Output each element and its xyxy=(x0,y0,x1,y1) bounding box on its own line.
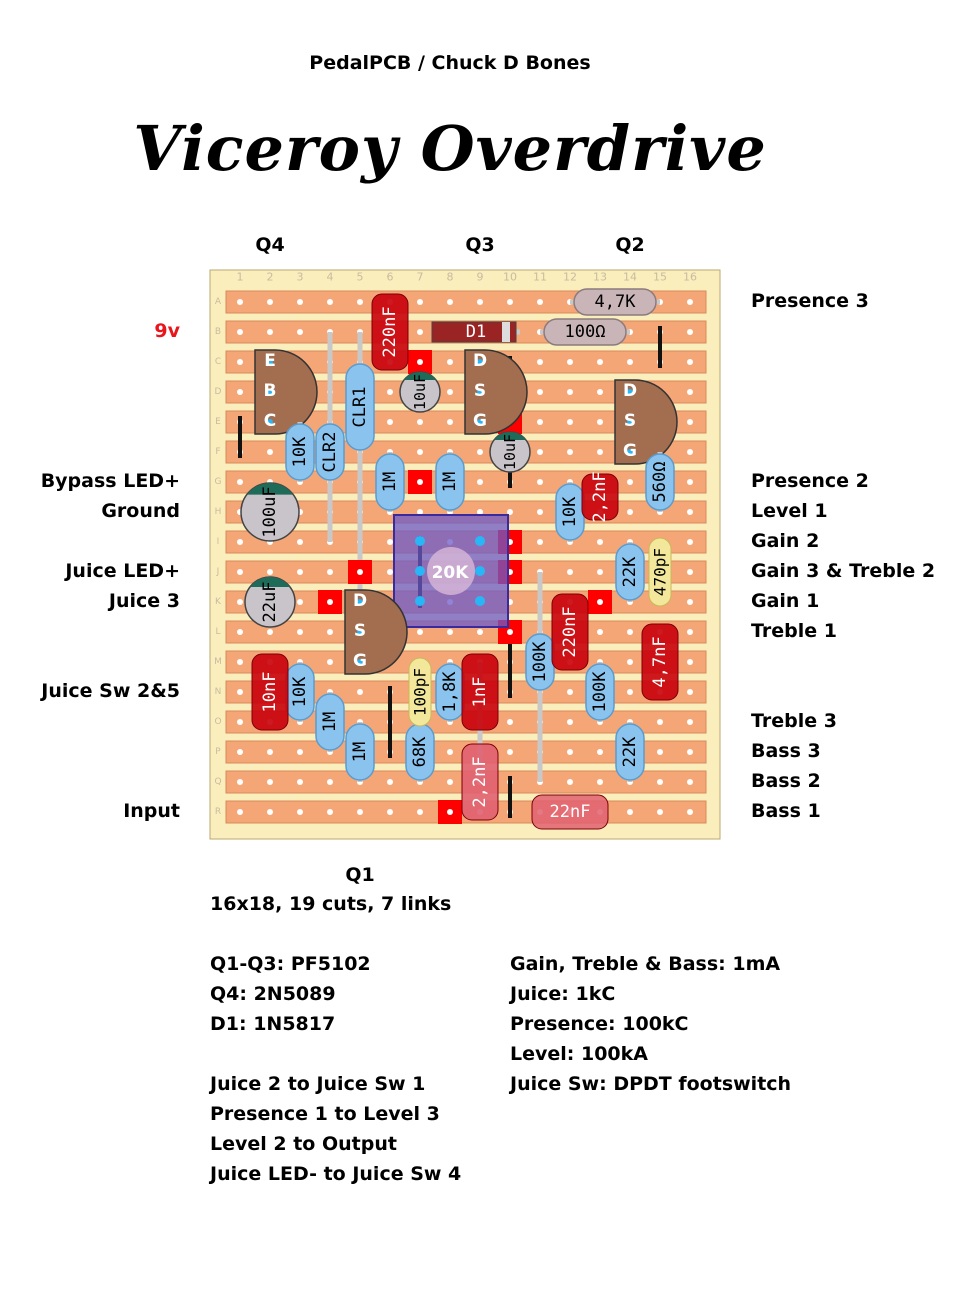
column-number: 4 xyxy=(326,270,334,284)
film-capacitor xyxy=(462,744,498,820)
strip-hole xyxy=(597,539,603,545)
strip-hole xyxy=(687,479,693,485)
strip-hole xyxy=(417,809,423,815)
connection-label: Presence 2 xyxy=(751,470,869,492)
strip-hole xyxy=(297,539,303,545)
strip-hole xyxy=(237,569,243,575)
strip-hole xyxy=(387,779,393,785)
strip-hole xyxy=(597,749,603,755)
strip-hole xyxy=(297,749,303,755)
strip-hole xyxy=(687,779,693,785)
connection-label: Bass 3 xyxy=(751,740,821,762)
diode-d1 xyxy=(432,322,520,342)
column-number: 13 xyxy=(593,270,607,284)
transistor-pin-label: D xyxy=(622,381,638,401)
row-letter: L xyxy=(215,627,221,637)
strip-hole xyxy=(627,689,633,695)
page-title: Viceroy Overdrive xyxy=(133,112,767,185)
note-line xyxy=(210,919,461,949)
strip-hole xyxy=(237,659,243,665)
transistor-pin-label: G xyxy=(353,651,367,671)
note-line: Level 2 to Output xyxy=(210,1133,397,1155)
resistor-value: 560Ω xyxy=(650,461,670,503)
resistor xyxy=(346,362,374,452)
note-line: Juice Sw: DPDT footswitch xyxy=(510,1073,792,1095)
film-capacitor xyxy=(532,795,608,829)
note-line: Q4: 2N5089 xyxy=(210,983,336,1005)
q3-top-label: Q3 xyxy=(465,234,495,256)
row-letter: M xyxy=(214,657,222,667)
column-number: 2 xyxy=(266,270,274,284)
strip-hole xyxy=(237,329,243,335)
strip-hole xyxy=(537,539,543,545)
strip-hole xyxy=(537,359,543,365)
row-letter: H xyxy=(214,507,222,517)
row-letter: K xyxy=(215,597,221,607)
column-number: 12 xyxy=(563,270,577,284)
row-letter: R xyxy=(214,807,222,817)
resistor-value: 10K xyxy=(290,676,310,708)
capacitor-value: 220nF xyxy=(380,306,400,358)
strip-hole xyxy=(417,329,423,335)
column-number: 15 xyxy=(653,270,667,284)
capacitor-value: 220nF xyxy=(560,606,580,658)
strip-hole xyxy=(507,749,513,755)
strip-hole xyxy=(267,779,273,785)
strip-hole xyxy=(597,629,603,635)
capacitor-value: 470pF xyxy=(650,547,670,597)
strip-hole xyxy=(417,449,423,455)
resistor-value: 1,8K xyxy=(440,671,460,713)
capacitor-value: 10uF xyxy=(411,373,429,411)
column-number: 1 xyxy=(236,270,244,284)
connection-label: Bass 2 xyxy=(751,770,821,792)
row-letter: J xyxy=(216,567,220,577)
note-line: Juice 2 to Juice Sw 1 xyxy=(210,1073,426,1095)
build-notes xyxy=(210,889,461,1189)
strip-hole xyxy=(627,509,633,515)
note-line: Gain, Treble & Bass: 1mA xyxy=(510,953,781,975)
resistor xyxy=(376,452,404,512)
transistor-pin-label: E xyxy=(264,351,276,371)
row-letter: I xyxy=(216,537,220,547)
track-cut-hole xyxy=(417,359,423,365)
strip-hole xyxy=(537,449,543,455)
strip-hole xyxy=(237,779,243,785)
strip-hole xyxy=(417,419,423,425)
strip-hole xyxy=(237,809,243,815)
strip-hole xyxy=(387,389,393,395)
strip-hole xyxy=(687,719,693,725)
strip-hole xyxy=(687,809,693,815)
strip-hole xyxy=(447,359,453,365)
column-number: 10 xyxy=(503,270,517,284)
film-capacitor xyxy=(642,624,678,700)
strip-hole xyxy=(417,299,423,305)
strip-hole xyxy=(387,809,393,815)
resistor xyxy=(406,722,434,782)
resistor-value: 10K xyxy=(560,496,580,528)
column-number: 7 xyxy=(416,270,424,284)
resistor xyxy=(586,662,614,722)
connection-label: Juice Sw 2&5 xyxy=(41,680,180,702)
strip-hole xyxy=(237,599,243,605)
strip-hole xyxy=(327,659,333,665)
strip-hole xyxy=(567,449,573,455)
track-cut-hole xyxy=(507,629,513,635)
resistor xyxy=(646,452,674,512)
column-number: 14 xyxy=(623,270,637,284)
track-cut-hole xyxy=(447,809,453,815)
strip-hole xyxy=(267,749,273,755)
strip-hole xyxy=(357,809,363,815)
strip-hole xyxy=(327,629,333,635)
note-line xyxy=(210,1039,461,1069)
connection-label: Presence 3 xyxy=(751,290,869,312)
resistor xyxy=(316,692,344,752)
strip-hole xyxy=(447,419,453,425)
strip-hole xyxy=(567,569,573,575)
strip-hole xyxy=(687,329,693,335)
resistor xyxy=(436,662,464,722)
connection-label: Juice LED+ xyxy=(65,560,180,582)
note-line: Level: 100kA xyxy=(510,1043,648,1065)
strip-hole xyxy=(567,719,573,725)
capacitor-value: 2,2nF xyxy=(470,756,490,808)
strip-hole xyxy=(537,299,543,305)
strip-hole xyxy=(267,629,273,635)
electrolytic-capacitor xyxy=(245,577,295,627)
strip-hole xyxy=(687,449,693,455)
strip-hole xyxy=(267,299,273,305)
row-letter: F xyxy=(215,447,221,457)
transistor-pin-label: G xyxy=(623,441,637,461)
track-cut-hole xyxy=(417,479,423,485)
resistor-value: 22K xyxy=(620,736,640,768)
note-line: Presence: 100kC xyxy=(510,1013,689,1035)
strip-hole xyxy=(567,749,573,755)
resistor xyxy=(616,722,644,782)
capacitor-value: 10nF xyxy=(260,671,280,713)
column-number: 3 xyxy=(296,270,304,284)
strip-hole xyxy=(267,569,273,575)
resistor xyxy=(526,632,554,692)
strip-hole xyxy=(627,479,633,485)
resistor xyxy=(436,452,464,512)
resistor xyxy=(316,422,344,482)
track-cut-hole xyxy=(357,569,363,575)
pot-notes xyxy=(510,949,791,1099)
track-cut-hole xyxy=(597,599,603,605)
strip-hole xyxy=(237,719,243,725)
strip-hole xyxy=(507,299,513,305)
strip-hole xyxy=(477,449,483,455)
resistor-value: 68K xyxy=(410,736,430,768)
resistor-value: 100K xyxy=(590,671,610,713)
strip-hole xyxy=(687,539,693,545)
trimmer-pin xyxy=(475,596,485,606)
strip-hole xyxy=(687,509,693,515)
strip-hole xyxy=(687,419,693,425)
strip-hole xyxy=(387,419,393,425)
strip-hole xyxy=(237,299,243,305)
note-line: Juice: 1kC xyxy=(510,983,616,1005)
strip-hole xyxy=(477,479,483,485)
column-number: 11 xyxy=(533,270,547,284)
strip-hole xyxy=(687,569,693,575)
connection-label: Gain 2 xyxy=(751,530,820,552)
strip-hole xyxy=(297,779,303,785)
note-line: Presence 1 to Level 3 xyxy=(210,1103,440,1125)
note-line: Q1-Q3: PF5102 xyxy=(210,953,371,975)
strip-hole xyxy=(237,749,243,755)
film-capacitor xyxy=(372,294,408,370)
strip-hole xyxy=(447,299,453,305)
column-number: 9 xyxy=(476,270,484,284)
strip-hole xyxy=(627,629,633,635)
strip-hole xyxy=(237,479,243,485)
connection-label: Juice 3 xyxy=(108,590,180,612)
connection-label: Level 1 xyxy=(751,500,828,522)
strip-hole xyxy=(477,629,483,635)
transistor-pin-label: G xyxy=(473,411,487,431)
strip-hole xyxy=(387,569,393,575)
capacitor-value: 1nF xyxy=(470,676,490,708)
strip-hole xyxy=(687,689,693,695)
strip-hole xyxy=(327,779,333,785)
capacitor-value: 22nF xyxy=(549,802,591,822)
connection-label: 9v xyxy=(154,320,180,342)
strip-hole xyxy=(597,419,603,425)
ceramic-capacitor xyxy=(409,658,431,726)
connection-label: Ground xyxy=(101,500,180,522)
connection-label: Gain 3 & Treble 2 xyxy=(751,560,936,582)
strip-hole xyxy=(357,299,363,305)
capacitor-value: 100pF xyxy=(410,667,430,717)
film-capacitor xyxy=(582,471,618,522)
strip-hole xyxy=(627,809,633,815)
strip-hole xyxy=(657,779,663,785)
strip-hole xyxy=(267,329,273,335)
connection-label: Input xyxy=(123,800,180,822)
strip-hole xyxy=(567,689,573,695)
row-letter: N xyxy=(214,687,222,697)
strip-hole xyxy=(687,659,693,665)
ceramic-capacitor xyxy=(649,538,671,606)
film-capacitor xyxy=(252,654,288,730)
strip-hole xyxy=(567,779,573,785)
trimmer-pin xyxy=(475,566,485,576)
resistor-value: 1M xyxy=(440,471,460,493)
attribution: PedalPCB / Chuck D Bones xyxy=(309,52,591,74)
strip-hole xyxy=(447,629,453,635)
strip-hole xyxy=(687,299,693,305)
note-line: 16x18, 19 cuts, 7 links xyxy=(210,893,452,915)
row-letter: G xyxy=(214,477,222,487)
strip-hole xyxy=(687,749,693,755)
diode-label: D1 xyxy=(465,322,487,342)
diode-band xyxy=(502,322,510,342)
track-cut-hole xyxy=(327,599,333,605)
strip-hole xyxy=(597,449,603,455)
film-capacitor xyxy=(462,654,498,730)
capacitor-value: 100uF xyxy=(260,486,280,538)
strip-hole xyxy=(657,749,663,755)
connection-label: Bypass LED+ xyxy=(40,470,180,492)
strip-hole xyxy=(687,389,693,395)
connection-label: Bass 1 xyxy=(751,800,821,822)
strip-hole xyxy=(567,359,573,365)
row-letter: B xyxy=(214,327,222,337)
row-letter: A xyxy=(214,297,222,307)
note-line: Juice LED- to Juice Sw 4 xyxy=(210,1163,462,1185)
row-letter: O xyxy=(214,717,222,727)
trimmer-pin xyxy=(415,566,425,576)
strip-hole xyxy=(237,359,243,365)
strip-hole xyxy=(297,329,303,335)
strip-hole xyxy=(297,569,303,575)
transistor-pin-label: S xyxy=(623,411,637,431)
resistor-value: 1M xyxy=(320,711,340,733)
connection-label: Treble 3 xyxy=(751,710,837,732)
strip-hole xyxy=(237,389,243,395)
film-capacitor xyxy=(552,594,588,670)
resistor-value: CLR2 xyxy=(320,431,340,473)
strip-hole xyxy=(627,359,633,365)
strip-hole xyxy=(567,419,573,425)
connection-label: Treble 1 xyxy=(751,620,837,642)
column-number: 5 xyxy=(356,270,364,284)
row-letter: Q xyxy=(214,777,222,787)
column-number: 16 xyxy=(683,270,697,284)
strip-hole xyxy=(627,659,633,665)
transistor-pin-label: S xyxy=(353,621,367,641)
strip-hole xyxy=(447,389,453,395)
q1-bottom-label: Q1 xyxy=(345,864,375,886)
resistor xyxy=(286,422,314,482)
strip-hole xyxy=(657,719,663,725)
resistor-value: 1M xyxy=(350,741,370,763)
capacitor-value: 4,7nF xyxy=(650,636,670,688)
capacitor-value: 22uF xyxy=(260,581,280,623)
row-letter: D xyxy=(214,387,222,397)
strip-hole xyxy=(237,629,243,635)
strip-hole xyxy=(447,779,453,785)
resistor xyxy=(556,482,584,542)
resistor-value: 100Ω xyxy=(564,322,606,342)
q4-top-label: Q4 xyxy=(255,234,285,256)
trimmer-label: 20K xyxy=(431,563,469,583)
strip-hole xyxy=(327,299,333,305)
strip-hole xyxy=(537,389,543,395)
capacitor-value: 2,2nF xyxy=(590,471,610,523)
resistor xyxy=(346,722,374,782)
resistor xyxy=(570,289,660,315)
transistor-pin-label: D xyxy=(472,351,488,371)
electrolytic-capacitor xyxy=(241,483,299,541)
trimmer-pin xyxy=(415,596,425,606)
strip-hole xyxy=(297,599,303,605)
capacitor-value: 10uF xyxy=(501,433,519,471)
row-letter: C xyxy=(214,357,222,367)
electrolytic-capacitor xyxy=(400,372,440,412)
resistor xyxy=(540,319,630,345)
strip-hole xyxy=(237,539,243,545)
strip-hole xyxy=(477,299,483,305)
strip-hole xyxy=(507,719,513,725)
strip-hole xyxy=(357,689,363,695)
strip-hole xyxy=(687,629,693,635)
column-number: 6 xyxy=(386,270,394,284)
trimmer-pin xyxy=(415,536,425,546)
resistor-value: 1M xyxy=(380,471,400,493)
strip-hole xyxy=(417,629,423,635)
strip-hole xyxy=(597,389,603,395)
strip-hole xyxy=(537,419,543,425)
strip-hole xyxy=(237,689,243,695)
transistor-pin-label: C xyxy=(263,411,277,431)
strip-hole xyxy=(567,389,573,395)
strip-hole xyxy=(597,569,603,575)
q2-top-label: Q2 xyxy=(615,234,645,256)
transistor-pin-label: S xyxy=(473,381,487,401)
strip-hole xyxy=(327,809,333,815)
resistor xyxy=(616,542,644,602)
strip-hole xyxy=(267,809,273,815)
strip-hole xyxy=(447,749,453,755)
strip-hole xyxy=(297,299,303,305)
resistor-value: 100K xyxy=(530,641,550,683)
trimmer-pin xyxy=(475,536,485,546)
transistor-pin-label: B xyxy=(263,381,277,401)
resistor-value: CLR1 xyxy=(350,386,370,428)
strip-hole xyxy=(687,359,693,365)
trimmer-pot xyxy=(394,515,508,627)
row-letter: P xyxy=(215,747,221,757)
row-letter: E xyxy=(215,417,221,427)
column-number: 8 xyxy=(446,270,454,284)
strip-hole xyxy=(597,359,603,365)
transistor-pin-label: D xyxy=(352,591,368,611)
strip-hole xyxy=(297,629,303,635)
strip-hole xyxy=(537,479,543,485)
resistor xyxy=(286,662,314,722)
strip-hole xyxy=(657,809,663,815)
strip-hole xyxy=(267,449,273,455)
resistor-value: 10K xyxy=(290,436,310,468)
strip-hole xyxy=(297,809,303,815)
connection-label: Gain 1 xyxy=(751,590,820,612)
strip-hole xyxy=(687,599,693,605)
note-line: D1: 1N5817 xyxy=(210,1013,336,1035)
resistor-value: 4,7K xyxy=(594,292,636,312)
strip-hole xyxy=(387,539,393,545)
electrolytic-capacitor xyxy=(490,432,530,472)
resistor-value: 22K xyxy=(620,556,640,588)
strip-hole xyxy=(537,509,543,515)
strip-hole xyxy=(597,779,603,785)
strip-hole xyxy=(327,569,333,575)
